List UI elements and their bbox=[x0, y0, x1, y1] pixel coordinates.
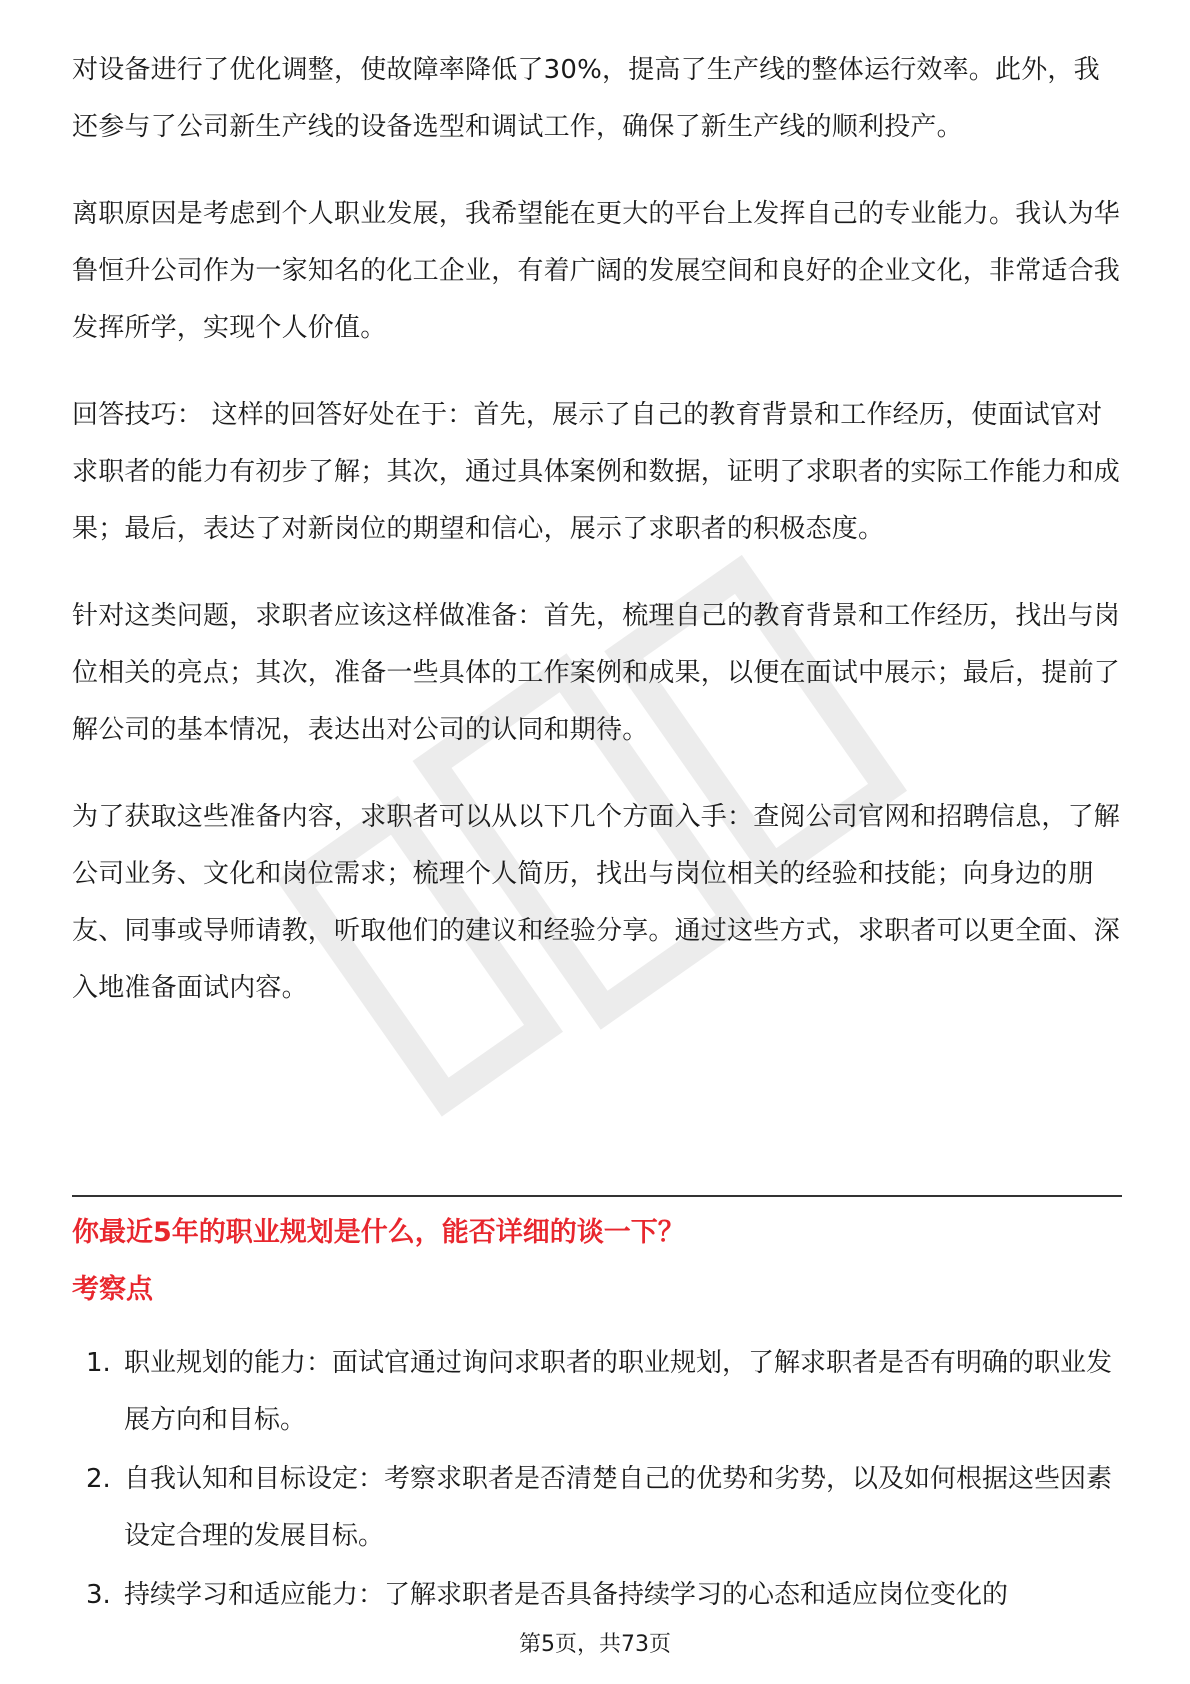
paragraph-work-experience: 对设备进行了优化调整，使故障率降低了30%，提高了生产线的整体运行效率。此外，我还参与了公司新生产线的设备选型和调试工作，确保了新生产线的顺利投产。 bbox=[72, 55, 1100, 142]
list-item-text: 职业规划的能力：面试官通过询问求职者的职业规划，了解求职者是否有明确的职业发展方向和目标。 bbox=[124, 1348, 1113, 1435]
paragraph-preparation: 针对这类问题，求职者应该这样做准备：首先，梳理自己的教育背景和工作经历，找出与岗位相关的亮点；其次，准备一些具体的工作案例和成果，以便在面试中展示；最后，提前了解公司的基本情况，表达出对公司的认同和期待。 bbox=[72, 601, 1121, 745]
section-divider bbox=[72, 1195, 1122, 1197]
paragraph-sources: 为了获取这些准备内容，求职者可以从以下几个方面入手：查阅公司官网和招聘信息，了解公司业务、文化和岗位需求；梳理个人简历，找出与岗位相关的经验和技能；向身边的朋友、同事或导师请教，听取他们的建议和经验分享。通过这些方式，求职者可以更全面、深入地准备面试内容。 bbox=[72, 802, 1121, 1003]
list-item-number: 3. bbox=[86, 1580, 111, 1610]
list-item-text: 自我认知和目标设定：考察求职者是否清楚自己的优势和劣势，以及如何根据这些因素设定合理的发展目标。 bbox=[124, 1464, 1113, 1551]
list-item-text: 持续学习和适应能力：了解求职者是否具备持续学习的心态和适应岗位变化的 bbox=[124, 1580, 1009, 1610]
list-item bbox=[72, 1567, 1122, 1624]
section-title-assessment-points: 考察点 bbox=[72, 1274, 153, 1305]
list-item-number: 1. bbox=[86, 1348, 111, 1378]
paragraph-answer-tips: 回答技巧： 这样的回答好处在于：首先，展示了自己的教育背景和工作经历，使面试官对求职者的能力有初步了解；其次，通过具体案例和数据，证明了求职者的实际工作能力和成果；最后，表达了对新岗位的期望和信心，展示了求职者的积极态度。 bbox=[72, 400, 1121, 544]
paragraph-resignation-reason: 离职原因是考虑到个人职业发展，我希望能在更大的平台上发挥自己的专业能力。我认为华鲁恒升公司作为一家知名的化工企业，有着广阔的发展空间和良好的企业文化，非常适合我发挥所学，实现个人价值。 bbox=[72, 199, 1121, 343]
interview-question: 你最近5年的职业规划是什么，能否详细的谈一下？ bbox=[72, 1217, 685, 1248]
page-number-footer: 第5页，共73页 bbox=[519, 1632, 671, 1657]
list-item bbox=[72, 1451, 1122, 1565]
body-text bbox=[72, 42, 1122, 1047]
list-item bbox=[72, 1335, 1122, 1449]
assessment-points-list bbox=[72, 1335, 1122, 1626]
list-item-number: 2. bbox=[86, 1464, 111, 1494]
